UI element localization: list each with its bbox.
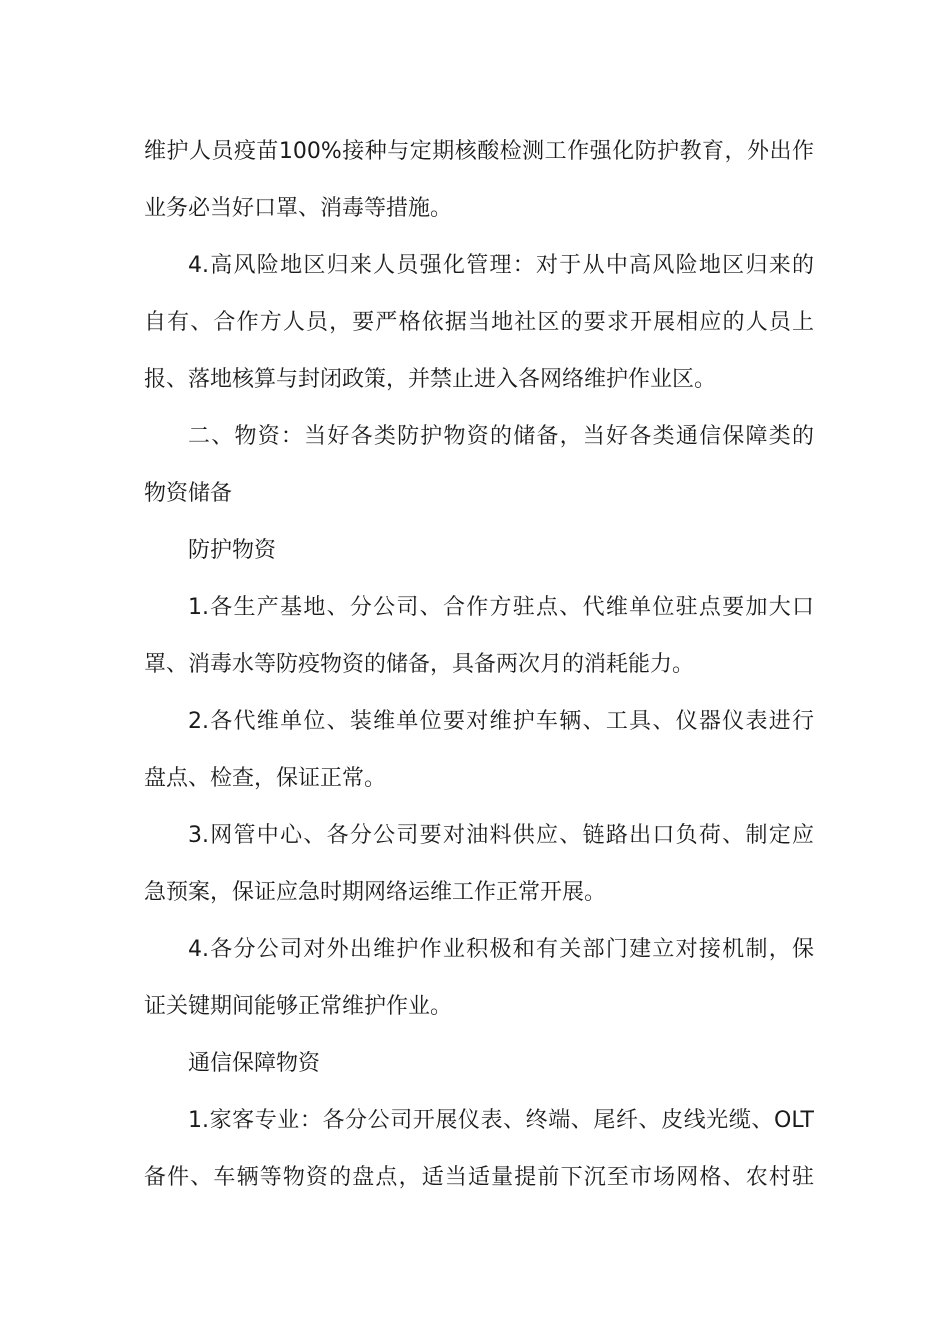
text-line: 4.高风险地区归来人员强化管理：对于从中高风险地区归来的 (188, 253, 814, 278)
text-line: 物资储备 (144, 481, 233, 506)
text-line: 1.家客专业：各分公司开展仪表、终端、尾纤、皮线光缆、OLT (188, 1108, 814, 1133)
section-heading: 通信保障物资 (188, 1051, 321, 1076)
text-line: 二、物资：当好各类防护物资的储备，当好各类通信保障类的 (188, 424, 814, 449)
text-line: 罩、消毒水等防疫物资的储备，具备两次月的消耗能力。 (144, 652, 695, 677)
text-line: 2.各代维单位、装维单位要对维护车辆、工具、仪器仪表进行 (188, 709, 814, 734)
text-line: 报、落地核算与封闭政策，并禁止进入各网络维护作业区。 (144, 367, 717, 392)
text-line: 证关键期间能够正常维护作业。 (144, 994, 453, 1019)
text-line: 4.各分公司对外出维护作业积极和有关部门建立对接机制，保 (188, 937, 814, 962)
text-line: 业务必当好口罩、消毒等措施。 (144, 196, 453, 221)
section-heading: 防护物资 (188, 538, 277, 563)
text-line: 急预案，保证应急时期网络运维工作正常开展。 (144, 880, 607, 905)
text-line: 自有、合作方人员，要严格依据当地社区的要求开展相应的人员上 (144, 310, 814, 335)
text-line: 1.各生产基地、分公司、合作方驻点、代维单位驻点要加大口 (188, 595, 814, 620)
text-line: 盘点、检查，保证正常。 (144, 766, 387, 791)
text-line: 维护人员疫苗100%接种与定期核酸检测工作强化防护教育，外出作 (144, 139, 814, 164)
text-line: 3.网管中心、各分公司要对油料供应、链路出口负荷、制定应 (188, 823, 814, 848)
text-line: 备件、车辆等物资的盘点，适当适量提前下沉至市场网格、农村驻 (144, 1165, 814, 1190)
